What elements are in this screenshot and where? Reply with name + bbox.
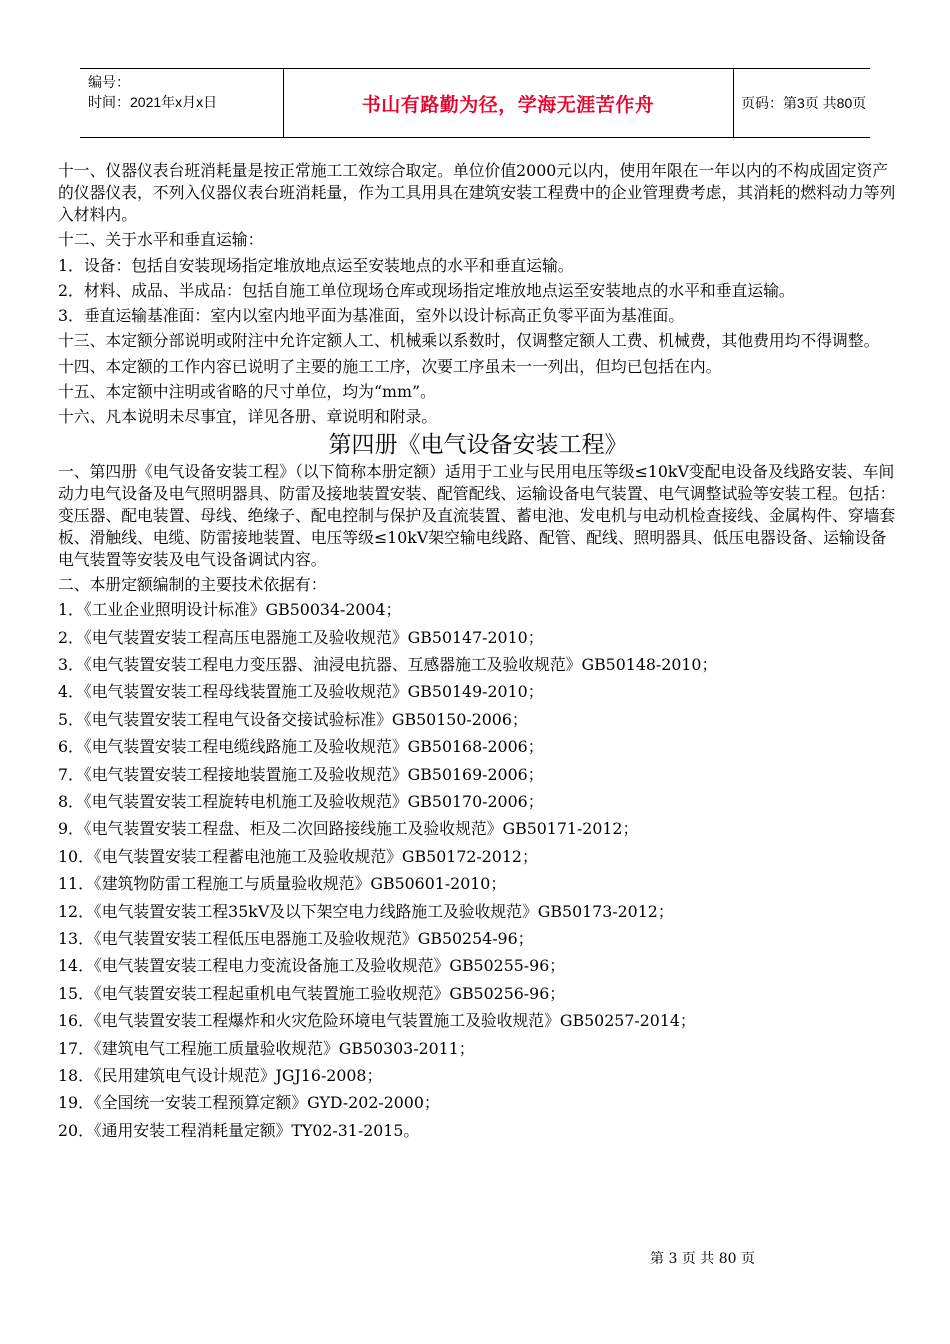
reference-item: 11．《建筑物防雷工程施工与质量验收规范》GB50601-2010； [58, 874, 507, 894]
paragraph: 十一、仪器仪表台班消耗量是按正常施工工效综合取定。单位价值2000元以内，使用年限在一年以内的不构成固定资产的仪器仪表，不列入仪器仪表台班消耗量，作为工具用具在建筑安装工程费中的企业管理费考虑，其消耗的燃料动力等列入材料内。 [58, 161, 896, 224]
header-meta [80, 69, 284, 137]
paragraph: 十二、关于水平和垂直运输： [58, 230, 264, 250]
reference-item: 10．《电气装置安装工程蓄电池施工及验收规范》GB50172-2012； [58, 846, 538, 866]
document-date: 时间：2021年x月x日 [88, 94, 218, 110]
paragraph: 二、本册定额编制的主要技术依据有： [58, 574, 327, 594]
page-footer: 第 3 页 共 80 页 [650, 1251, 755, 1267]
reference-item: 18．《民用建筑电气设计规范》JGJ16-2008； [58, 1065, 383, 1085]
reference-item: 8．《电气装置安装工程旋转电机施工及验收规范》GB50170-2006； [58, 792, 544, 811]
reference-item: 15．《电气装置安装工程起重机电气装置施工验收规范》GB50256-96； [58, 983, 566, 1003]
reference-item: 2．《电气装置安装工程高压电器施工及验收规范》GB50147-2010； [58, 627, 544, 647]
reference-item: 4．《电气装置安装工程母线装置施工及验收规范》GB50149-2010； [58, 682, 544, 702]
header-page-cell [733, 69, 870, 137]
reference-item: 14．《电气装置安装工程电力变流设备施工及验收规范》GB50255-96； [58, 956, 566, 976]
section-title: 第四册《电气设备安装工程》 [328, 431, 628, 458]
reference-item: 1．《工业企业照明设计标准》GB50034-2004； [58, 600, 402, 620]
header-page-number: 页码：第3页 共80页 [741, 95, 867, 111]
general-notes [58, 160, 898, 428]
paragraph: 十三、本定额分部说明或附注中允许定额人工、机械乘以系数时，仅调整定额人工费、机械费，其他费用均不得调整。 [58, 331, 880, 351]
reference-standards-list [58, 599, 898, 1141]
document-number-label: 编号： [88, 74, 130, 90]
paragraph: 1．设备：包括自安装现场指定堆放地点运至安装地点的水平和垂直运输。 [58, 255, 574, 275]
header-motto: 书山有路勤为径，学海无涯苦作舟 [361, 93, 655, 116]
section-intro [58, 461, 898, 596]
page-header [80, 68, 870, 138]
reference-item: 20．《通用安装工程消耗量定额》TY02-31-2015。 [58, 1120, 420, 1140]
paragraph: 3．垂直运输基准面：室内以室内地平面为基准面，室外以设计标高正负零平面为基准面。 [58, 306, 685, 326]
document-body [58, 160, 898, 1147]
reference-item: 5．《电气装置安装工程电气设备交接试验标准》GB50150-2006； [58, 709, 528, 729]
paragraph: 2．材料、成品、半成品：包括自施工单位现场仓库或现场指定堆放地点运至安装地点的水平和垂直运输。 [58, 280, 795, 300]
paragraph: 十四、本定额的工作内容已说明了主要的施工工序，次要工序虽未一一列出，但均已包括在内。 [58, 356, 722, 376]
reference-item: 13．《电气装置安装工程低压电器施工及验收规范》GB50254-96； [58, 928, 534, 948]
paragraph: 一、第四册《电气设备安装工程》（以下简称本册定额）适用于工业与民用电压等级≤10kV变配电设备及线路安装、车间动力电气设备及电气照明器具、防雷及接地装置安装、配管配线、运输设备电气装置、电气调整试验等安装工程。包括：变压器、配电装置、母线、绝缘子、配电控制与保护及直流装置、蓄电池、发电机与电动机检查接线、金属构件、穿墙套板、滑触线、电缆、防雷接地装置、电压等级≤10kV架空输电线路、配管、配线、照明器具、低压电器设备、运输设备电气装置等安装及电气设备调试内容。 [58, 461, 896, 569]
reference-item: 12．《电气装置安装工程35kV及以下架空电力线路施工及验收规范》GB50173-2012； [58, 901, 674, 921]
paragraph: 十六、凡本说明未尽事宜，详见各册、章说明和附录。 [58, 407, 438, 427]
reference-item: 16．《电气装置安装工程爆炸和火灾危险环境电气装置施工及验收规范》GB50257-2014； [58, 1011, 696, 1031]
reference-item: 19．《全国统一安装工程预算定额》GYD-202-2000； [58, 1093, 440, 1113]
reference-item: 7．《电气装置安装工程接地装置施工及验收规范》GB50169-2006； [58, 764, 544, 784]
reference-item: 3．《电气装置安装工程电力变压器、油浸电抗器、互感器施工及验收规范》GB50148-2010； [58, 655, 718, 675]
paragraph: 十五、本定额中注明或省略的尺寸单位，均为“mm”。 [58, 382, 436, 402]
header-motto-cell [283, 69, 734, 137]
reference-item: 17．《建筑电气工程施工质量验收规范》GB50303-2011； [58, 1038, 475, 1058]
reference-item: 6．《电气装置安装工程电缆线路施工及验收规范》GB50168-2006； [58, 737, 544, 757]
reference-item: 9．《电气装置安装工程盘、柜及二次回路接线施工及验收规范》GB50171-2012； [58, 819, 639, 839]
